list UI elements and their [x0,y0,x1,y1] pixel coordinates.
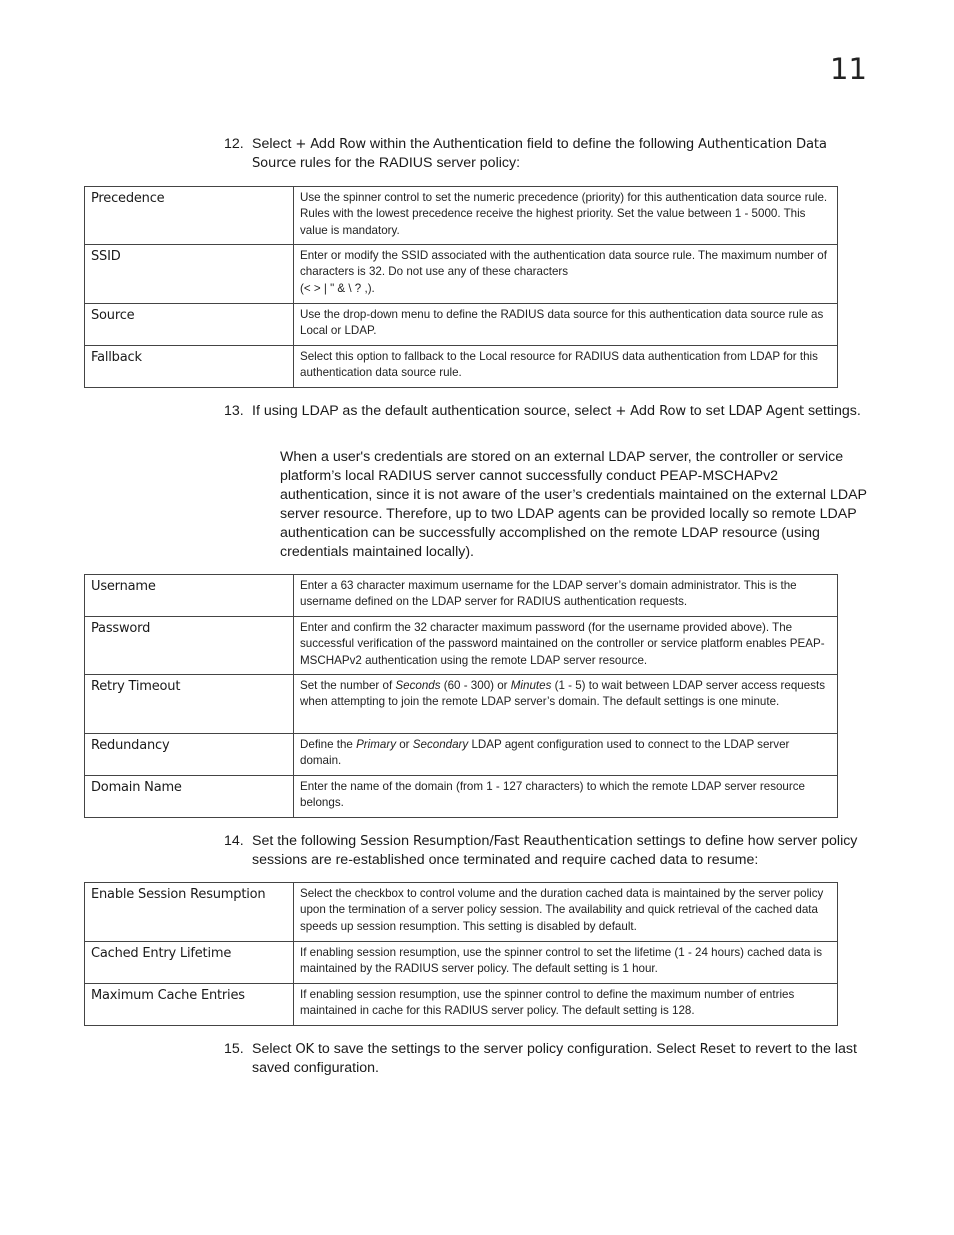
table-row [85,984,838,1026]
text: Define the [300,738,357,751]
field-name: Retry Timeout [85,675,294,734]
add-row-ui-label: + Add Row [615,404,686,419]
field-name: Precedence [85,187,294,245]
table-row [85,675,838,734]
text: to set [685,403,729,419]
step-15 [224,1040,864,1078]
text: (60 - 300) or [440,679,511,692]
table-row [85,776,838,818]
text: rules for the RADIUS server policy: [296,155,521,171]
step-text [252,402,864,421]
field-description: If enabling session resumption, use the spinner control to define the maximum number of entries maintained in cache for this RADIUS server policy. The default setting is 128. [294,984,838,1026]
text: Enter or modify the SSID associated with the authentication data source rule. The maximum number of characters is 32. Do not use any of these characters [300,249,827,279]
field-name: Source [85,304,294,346]
add-row-ui-label: + Add Row [295,137,366,152]
field-name: Password [85,617,294,675]
session-resumption-ui-label: Session Resumption/Fast Reauthentication [360,834,633,849]
field-name: Maximum Cache Entries [85,984,294,1026]
table-row [85,942,838,984]
text: Select [252,1041,296,1057]
reset-ui-label: Reset [699,1042,736,1057]
field-name: Domain Name [85,776,294,818]
step-text [252,832,864,870]
field-name: Fallback [85,346,294,388]
ldap-explanation-paragraph: When a user's credentials are stored on an external LDAP server, the controller or service platform’s local RADIUS server cannot successfully conduct PEAP-MSCHAPv2 authentication, since it is not aware of the user’s credentials maintained on the external LDAP server resource. Therefore, up to two LDAP agents can be provided locally so remote LDAP authentication can be successfully accomplished on the remote LDAP resource (using credentials maintained locally). [280,449,867,560]
field-description [294,245,838,304]
field-description: Select this option to fallback to the Local resource for RADIUS data authentication from LDAP for this authentication data source rule. [294,346,838,388]
auth-data-source-table [84,186,838,388]
text: Set the number of [300,679,396,692]
text: Set the following [252,833,361,849]
field-name: SSID [85,245,294,304]
field-name: Cached Entry Lifetime [85,942,294,984]
step-12 [224,135,864,173]
table-row [85,346,838,388]
text: to revert to the last saved configuration. [252,1041,857,1076]
emphasis: Secondary [412,738,469,751]
field-name: Redundancy [85,734,294,776]
emphasis: Primary [356,738,397,751]
emphasis: Minutes [510,679,552,692]
text: or [396,738,413,751]
session-resumption-table [84,882,838,1026]
field-description: Use the spinner control to set the numeric precedence (priority) for this authentication data source rule. Rules with the lowest precedence receive the highest priority. Set the value between 1 - 5000. This value is mandatory. [294,187,838,245]
field-description [294,734,838,776]
field-name: Enable Session Resumption [85,883,294,942]
field-description: Enter a 63 character maximum username for the LDAP server’s domain administrator. This is the username defined on the LDAP server for RADIUS authentication requests. [294,575,838,617]
table-row [85,245,838,304]
field-description: Enter the name of the domain (from 1 - 127 characters) to which the remote LDAP server resource belongs. [294,776,838,818]
text: settings to define how server policy sessions are re-established once terminated and require cached data to resume: [252,833,858,868]
chapter-number: 11 [830,52,867,86]
field-description: Use the drop-down menu to define the RADIUS data source for this authentication data source rule as Local or LDAP. [294,304,838,346]
table-row [85,734,838,776]
field-description: Select the checkbox to control volume and the duration cached data is maintained by the server policy upon the termination of a server policy session. The availability and quick retrieval of the cached data speeds up session resumption. This setting is disabled by default. [294,883,838,942]
step-number: 13. [224,403,244,419]
field-name: Username [85,575,294,617]
step-text [252,135,864,173]
table-row [85,304,838,346]
step-number: 14. [224,833,244,849]
field-description: If enabling session resumption, use the spinner control to set the lifetime (1 - 24 hours) cached data is maintained by the RADIUS server policy. The default setting is 1 hour. [294,942,838,984]
text: (1 - 5) to wait between LDAP server access requests when attempting to join the remote LDAP server’s domain. The default settings is one minute. [300,679,826,709]
text: within the Authentication field to define the following [365,136,699,152]
step-number: 15. [224,1041,244,1057]
step-13 [224,402,864,421]
ldap-agent-table [84,574,838,818]
table-row [85,617,838,675]
auth-data-source-ui-label: Authentication Data Source [252,137,827,171]
text: settings. [804,403,861,419]
text: (< > | " & \ ? ,). [300,281,375,295]
ok-ui-label: OK [295,1042,315,1057]
step-text [252,1040,864,1078]
step-14 [224,832,864,870]
text: If using LDAP as the default authentication source, select [252,403,616,419]
text: LDAP agent configuration used to connect to the LDAP server domain. [300,738,790,768]
table-row [85,187,838,245]
text: Select [252,136,296,152]
table-row [85,883,838,942]
emphasis: Seconds [395,679,441,692]
field-description: Enter and confirm the 32 character maximum password (for the username provided above). The successful verification of the password maintained on the controller or service platform enables PEAP-MSCHAPv2 authentication using the remote LDAP server resource. [294,617,838,675]
step-number: 12. [224,136,244,152]
table-row [85,575,838,617]
text: to save the settings to the server policy configuration. Select [314,1041,700,1057]
field-description [294,675,838,734]
ldap-agent-ui-label: LDAP Agent [728,404,804,419]
